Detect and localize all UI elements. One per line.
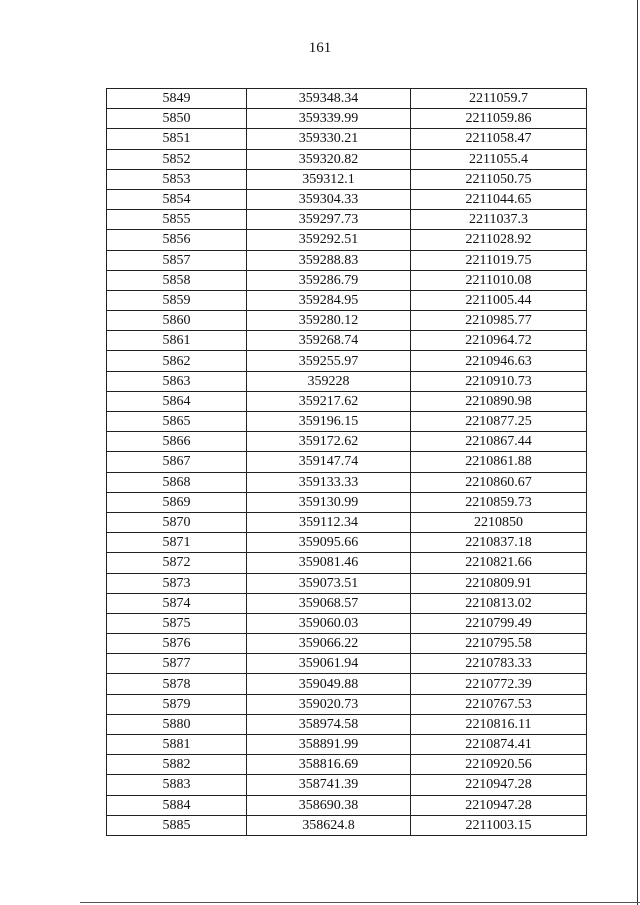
y-coordinate-cell: 2211050.75	[411, 169, 587, 189]
y-coordinate-cell: 2210837.18	[411, 533, 587, 553]
point-number-cell: 5852	[107, 149, 247, 169]
table-row	[107, 694, 587, 714]
table-row	[107, 270, 587, 290]
table-row	[107, 573, 587, 593]
table-row	[107, 129, 587, 149]
table-row	[107, 755, 587, 775]
table-row	[107, 109, 587, 129]
x-coordinate-cell: 359217.62	[247, 391, 411, 411]
point-number-cell: 5850	[107, 109, 247, 129]
table-row	[107, 815, 587, 835]
x-coordinate-cell: 359280.12	[247, 311, 411, 331]
point-number-cell: 5867	[107, 452, 247, 472]
table-row	[107, 654, 587, 674]
y-coordinate-cell: 2210860.67	[411, 472, 587, 492]
table-row	[107, 230, 587, 250]
point-number-cell: 5875	[107, 613, 247, 633]
x-coordinate-cell: 359288.83	[247, 250, 411, 270]
coordinate-table	[106, 88, 587, 836]
x-coordinate-cell: 359286.79	[247, 270, 411, 290]
y-coordinate-cell: 2210910.73	[411, 371, 587, 391]
point-number-cell: 5857	[107, 250, 247, 270]
y-coordinate-cell: 2210850	[411, 512, 587, 532]
y-coordinate-cell: 2210783.33	[411, 654, 587, 674]
y-coordinate-cell: 2211055.4	[411, 149, 587, 169]
table-row	[107, 250, 587, 270]
table-row	[107, 735, 587, 755]
y-coordinate-cell: 2210877.25	[411, 412, 587, 432]
point-number-cell: 5861	[107, 331, 247, 351]
y-coordinate-cell: 2210890.98	[411, 391, 587, 411]
table-row	[107, 169, 587, 189]
y-coordinate-cell: 2210809.91	[411, 573, 587, 593]
y-coordinate-cell: 2210799.49	[411, 613, 587, 633]
y-coordinate-cell: 2211010.08	[411, 270, 587, 290]
point-number-cell: 5853	[107, 169, 247, 189]
point-number-cell: 5866	[107, 432, 247, 452]
point-number-cell: 5872	[107, 553, 247, 573]
y-coordinate-cell: 2211003.15	[411, 815, 587, 835]
y-coordinate-cell: 2211037.3	[411, 210, 587, 230]
y-coordinate-cell: 2211059.86	[411, 109, 587, 129]
point-number-cell: 5873	[107, 573, 247, 593]
y-coordinate-cell: 2210920.56	[411, 755, 587, 775]
y-coordinate-cell: 2211058.47	[411, 129, 587, 149]
point-number-cell: 5882	[107, 755, 247, 775]
x-coordinate-cell: 359049.88	[247, 674, 411, 694]
x-coordinate-cell: 358816.69	[247, 755, 411, 775]
table-row	[107, 149, 587, 169]
table-row	[107, 472, 587, 492]
table-row	[107, 613, 587, 633]
y-coordinate-cell: 2210772.39	[411, 674, 587, 694]
table-row	[107, 452, 587, 472]
x-coordinate-cell: 359304.33	[247, 189, 411, 209]
point-number-cell: 5884	[107, 795, 247, 815]
x-coordinate-cell: 359255.97	[247, 351, 411, 371]
x-coordinate-cell: 359066.22	[247, 634, 411, 654]
table-row	[107, 533, 587, 553]
x-coordinate-cell: 359133.33	[247, 472, 411, 492]
point-number-cell: 5870	[107, 512, 247, 532]
x-coordinate-cell: 359081.46	[247, 553, 411, 573]
x-coordinate-cell: 359147.74	[247, 452, 411, 472]
point-number-cell: 5854	[107, 189, 247, 209]
table-row	[107, 512, 587, 532]
point-number-cell: 5871	[107, 533, 247, 553]
x-coordinate-cell: 359312.1	[247, 169, 411, 189]
y-coordinate-cell: 2210964.72	[411, 331, 587, 351]
table-row	[107, 432, 587, 452]
x-coordinate-cell: 359196.15	[247, 412, 411, 432]
point-number-cell: 5879	[107, 694, 247, 714]
x-coordinate-cell: 359095.66	[247, 533, 411, 553]
point-number-cell: 5877	[107, 654, 247, 674]
table-body	[107, 89, 587, 836]
y-coordinate-cell: 2210947.28	[411, 795, 587, 815]
x-coordinate-cell: 358741.39	[247, 775, 411, 795]
table-row	[107, 371, 587, 391]
x-coordinate-cell: 358974.58	[247, 714, 411, 734]
x-coordinate-cell: 359228	[247, 371, 411, 391]
point-number-cell: 5880	[107, 714, 247, 734]
table-row	[107, 290, 587, 310]
x-coordinate-cell: 359320.82	[247, 149, 411, 169]
table-row	[107, 351, 587, 371]
x-coordinate-cell: 359348.34	[247, 89, 411, 109]
y-coordinate-cell: 2210813.02	[411, 593, 587, 613]
x-coordinate-cell: 359339.99	[247, 109, 411, 129]
table-row	[107, 210, 587, 230]
point-number-cell: 5868	[107, 472, 247, 492]
x-coordinate-cell: 358624.8	[247, 815, 411, 835]
y-coordinate-cell: 2210816.11	[411, 714, 587, 734]
y-coordinate-cell: 2211028.92	[411, 230, 587, 250]
x-coordinate-cell: 358690.38	[247, 795, 411, 815]
x-coordinate-cell: 359268.74	[247, 331, 411, 351]
x-coordinate-cell: 358891.99	[247, 735, 411, 755]
y-coordinate-cell: 2210859.73	[411, 492, 587, 512]
page-edge-bottom	[80, 902, 640, 903]
point-number-cell: 5874	[107, 593, 247, 613]
point-number-cell: 5864	[107, 391, 247, 411]
point-number-cell: 5878	[107, 674, 247, 694]
x-coordinate-cell: 359130.99	[247, 492, 411, 512]
x-coordinate-cell: 359112.34	[247, 512, 411, 532]
table-row	[107, 593, 587, 613]
y-coordinate-cell: 2211005.44	[411, 290, 587, 310]
y-coordinate-cell: 2210947.28	[411, 775, 587, 795]
point-number-cell: 5885	[107, 815, 247, 835]
page-edge-right	[637, 0, 638, 905]
table-row	[107, 553, 587, 573]
table-row	[107, 331, 587, 351]
x-coordinate-cell: 359172.62	[247, 432, 411, 452]
y-coordinate-cell: 2210985.77	[411, 311, 587, 331]
table-row	[107, 795, 587, 815]
x-coordinate-cell: 359061.94	[247, 654, 411, 674]
table-row	[107, 391, 587, 411]
x-coordinate-cell: 359060.03	[247, 613, 411, 633]
y-coordinate-cell: 2210861.88	[411, 452, 587, 472]
point-number-cell: 5855	[107, 210, 247, 230]
x-coordinate-cell: 359297.73	[247, 210, 411, 230]
point-number-cell: 5862	[107, 351, 247, 371]
point-number-cell: 5883	[107, 775, 247, 795]
table-row	[107, 714, 587, 734]
x-coordinate-cell: 359020.73	[247, 694, 411, 714]
point-number-cell: 5869	[107, 492, 247, 512]
point-number-cell: 5849	[107, 89, 247, 109]
table-row	[107, 89, 587, 109]
point-number-cell: 5863	[107, 371, 247, 391]
point-number-cell: 5876	[107, 634, 247, 654]
y-coordinate-cell: 2210795.58	[411, 634, 587, 654]
table-row	[107, 775, 587, 795]
point-number-cell: 5865	[107, 412, 247, 432]
point-number-cell: 5851	[107, 129, 247, 149]
y-coordinate-cell: 2210874.41	[411, 735, 587, 755]
table-row	[107, 492, 587, 512]
x-coordinate-cell: 359284.95	[247, 290, 411, 310]
y-coordinate-cell: 2210821.66	[411, 553, 587, 573]
table-row	[107, 311, 587, 331]
y-coordinate-cell: 2210946.63	[411, 351, 587, 371]
point-number-cell: 5859	[107, 290, 247, 310]
x-coordinate-cell: 359068.57	[247, 593, 411, 613]
page-number: 161	[308, 40, 332, 56]
point-number-cell: 5881	[107, 735, 247, 755]
table-row	[107, 634, 587, 654]
point-number-cell: 5856	[107, 230, 247, 250]
y-coordinate-cell: 2211044.65	[411, 189, 587, 209]
table-row	[107, 412, 587, 432]
x-coordinate-cell: 359073.51	[247, 573, 411, 593]
x-coordinate-cell: 359292.51	[247, 230, 411, 250]
point-number-cell: 5860	[107, 311, 247, 331]
y-coordinate-cell: 2210867.44	[411, 432, 587, 452]
table-row	[107, 189, 587, 209]
y-coordinate-cell: 2211059.7	[411, 89, 587, 109]
x-coordinate-cell: 359330.21	[247, 129, 411, 149]
table-row	[107, 674, 587, 694]
point-number-cell: 5858	[107, 270, 247, 290]
y-coordinate-cell: 2211019.75	[411, 250, 587, 270]
y-coordinate-cell: 2210767.53	[411, 694, 587, 714]
